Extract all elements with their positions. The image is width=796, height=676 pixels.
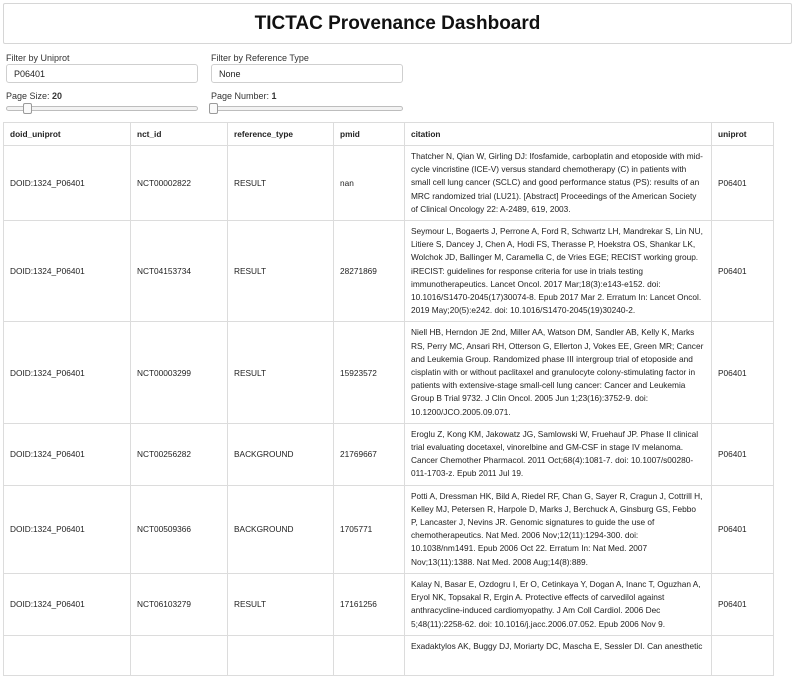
cell-citation: Exadaktylos AK, Buggy DJ, Moriarty DC, Mascha E, Sessler DI. Can anesthetic xyxy=(405,635,712,675)
reference-type-filter-label: Filter by Reference Type xyxy=(211,53,309,63)
cell-pmid: 15923572 xyxy=(334,322,405,423)
page-number-value: 1 xyxy=(271,91,277,101)
table-row xyxy=(4,485,774,573)
cell-pmid: 28271869 xyxy=(334,221,405,322)
page-size-slider-handle[interactable] xyxy=(23,103,32,114)
cell-pmid xyxy=(334,635,405,675)
cell-doid-uniprot: DOID:1324_P06401 xyxy=(4,485,131,573)
cell-uniprot xyxy=(712,635,774,675)
table-row xyxy=(4,146,774,221)
cell-reference-type: RESULT xyxy=(228,146,334,221)
page-size-slider[interactable] xyxy=(6,106,198,111)
cell-pmid: nan xyxy=(334,146,405,221)
cell-nct-id: NCT06103279 xyxy=(131,573,228,635)
table-row xyxy=(4,635,774,675)
cell-citation: Thatcher N, Qian W, Girling DJ: Ifosfamide, carboplatin and etoposide with mid-cycle vincristine (ICE-V) versus standard chemotherapy (C) in patients with small cell lung cancer (SCLC) and good performance status (PS): results of an MRC randomized trial (LU21). [Abstract] Proceedings of the American Society of Clinical Oncology 22: A-2489, 619, 2003. xyxy=(405,146,712,221)
provenance-table-container xyxy=(3,122,773,676)
table-header-row xyxy=(4,123,774,146)
cell-pmid: 21769667 xyxy=(334,423,405,485)
table-row xyxy=(4,221,774,322)
page-size-label-text: Page Size: xyxy=(6,91,50,101)
cell-reference-type: RESULT xyxy=(228,322,334,423)
cell-citation: Potti A, Dressman HK, Bild A, Riedel RF, Chan G, Sayer R, Cragun J, Cottrill H, Kelley MJ, Petersen R, Harpole D, Marks J, Berchuck A, Ginsburg GS, Febbo P, Lancaster J, Nevins JR. Genomic signatures to guide the use of chemotherapeutics. Nat Med. 2006 Nov;12(11):1294-300. doi: 10.1038/nm1491. Epub 2006 Oct 22. Erratum In: Nat Med. 2007 Nov;13(11):1388. Nat Med. 2008 Aug;14(8):889. xyxy=(405,485,712,573)
cell-nct-id: NCT04153734 xyxy=(131,221,228,322)
column-header-doid-uniprot[interactable]: doid_uniprot xyxy=(4,123,131,146)
cell-citation: Eroglu Z, Kong KM, Jakowatz JG, Samlowski W, Fruehauf JP. Phase II clinical trial evaluating docetaxel, vinorelbine and GM-CSF in stage IV melanoma. Cancer Chemother Pharmacol. 2011 Oct;68(4):1081-7. doi: 10.1007/s00280-011-1703-z. Epub 2011 Jul 19. xyxy=(405,423,712,485)
cell-nct-id: NCT00003299 xyxy=(131,322,228,423)
cell-nct-id: NCT00002822 xyxy=(131,146,228,221)
reference-type-filter-input[interactable] xyxy=(211,64,403,83)
page-title: TICTAC Provenance Dashboard xyxy=(254,12,541,34)
column-header-citation[interactable]: citation xyxy=(405,123,712,146)
table-row xyxy=(4,573,774,635)
cell-doid-uniprot: DOID:1324_P06401 xyxy=(4,573,131,635)
page-size-label xyxy=(6,91,62,101)
column-header-reference-type[interactable]: reference_type xyxy=(228,123,334,146)
cell-pmid: 1705771 xyxy=(334,485,405,573)
table-row xyxy=(4,322,774,423)
cell-reference-type: BACKGROUND xyxy=(228,423,334,485)
cell-reference-type: RESULT xyxy=(228,573,334,635)
cell-uniprot: P06401 xyxy=(712,423,774,485)
cell-uniprot: P06401 xyxy=(712,573,774,635)
cell-uniprot: P06401 xyxy=(712,146,774,221)
page-number-label-text: Page Number: xyxy=(211,91,270,101)
cell-reference-type: BACKGROUND xyxy=(228,485,334,573)
page-number-slider-handle[interactable] xyxy=(209,103,218,114)
cell-pmid: 17161256 xyxy=(334,573,405,635)
uniprot-filter-input[interactable] xyxy=(6,64,198,83)
cell-doid-uniprot: DOID:1324_P06401 xyxy=(4,146,131,221)
cell-citation: Kalay N, Basar E, Ozdogru I, Er O, Cetinkaya Y, Dogan A, Inanc T, Oguzhan A, Eryol NK, Topsakal R, Ergin A. Protective effects of carvedilol against anthracycline-induced cardiomyopathy. J Am Coll Cardiol. 2006 Dec 5;48(11):2258-62. doi: 10.1016/j.jacc.2006.07.052. Epub 2006 Nov 9. xyxy=(405,573,712,635)
cell-uniprot: P06401 xyxy=(712,485,774,573)
provenance-table xyxy=(3,122,774,676)
cell-citation: Seymour L, Bogaerts J, Perrone A, Ford R, Schwartz LH, Mandrekar S, Lin NU, Litiere S, Dancey J, Chen A, Hodi FS, Therasse P, Hoekstra OS, Shankar LK, Wolchok JD, Ballinger M, Caramella C, de Vries EGE; RECIST working group. iRECIST: guidelines for response criteria for use in trials testing immunotherapeutics. Lancet Oncol. 2017 Mar;18(3):e143-e152. doi: 10.1016/S1470-2045(17)30074-8. Epub 2017 Mar 2. Erratum In: Lancet Oncol. 2019 May;20(5):e242. doi: 10.1016/S1470-2045(19)30240-2. xyxy=(405,221,712,322)
uniprot-filter-label: Filter by Uniprot xyxy=(6,53,70,63)
column-header-nct-id[interactable]: nct_id xyxy=(131,123,228,146)
cell-reference-type xyxy=(228,635,334,675)
cell-reference-type: RESULT xyxy=(228,221,334,322)
column-header-pmid[interactable]: pmid xyxy=(334,123,405,146)
page-number-slider[interactable] xyxy=(211,106,403,111)
column-header-uniprot[interactable]: uniprot xyxy=(712,123,774,146)
cell-doid-uniprot: DOID:1324_P06401 xyxy=(4,322,131,423)
cell-uniprot: P06401 xyxy=(712,322,774,423)
cell-doid-uniprot: DOID:1324_P06401 xyxy=(4,423,131,485)
reference-type-filter-field[interactable] xyxy=(219,69,402,79)
table-row xyxy=(4,423,774,485)
cell-doid-uniprot xyxy=(4,635,131,675)
page-size-value: 20 xyxy=(52,91,63,101)
cell-nct-id: NCT00509366 xyxy=(131,485,228,573)
header-banner xyxy=(3,3,792,44)
cell-uniprot: P06401 xyxy=(712,221,774,322)
page-number-label xyxy=(211,91,277,101)
cell-nct-id xyxy=(131,635,228,675)
uniprot-filter-field[interactable] xyxy=(14,69,197,79)
cell-doid-uniprot: DOID:1324_P06401 xyxy=(4,221,131,322)
cell-nct-id: NCT00256282 xyxy=(131,423,228,485)
cell-citation: Niell HB, Herndon JE 2nd, Miller AA, Watson DM, Sandler AB, Kelly K, Marks RS, Perry MC, Ansari RH, Otterson G, Ellerton J, Vokes EE, Green MR; Cancer and Leukemia Group. Randomized phase III intergroup trial of etoposide and cisplatin with or without paclitaxel and granulocyte colony-stimulating factor in patients with extensive-stage small-cell lung cancer: Cancer and Leukemia Group B Trial 9732. J Clin Oncol. 2005 Jun 1;23(16):3752-9. doi: 10.1200/JCO.2005.09.071. xyxy=(405,322,712,423)
